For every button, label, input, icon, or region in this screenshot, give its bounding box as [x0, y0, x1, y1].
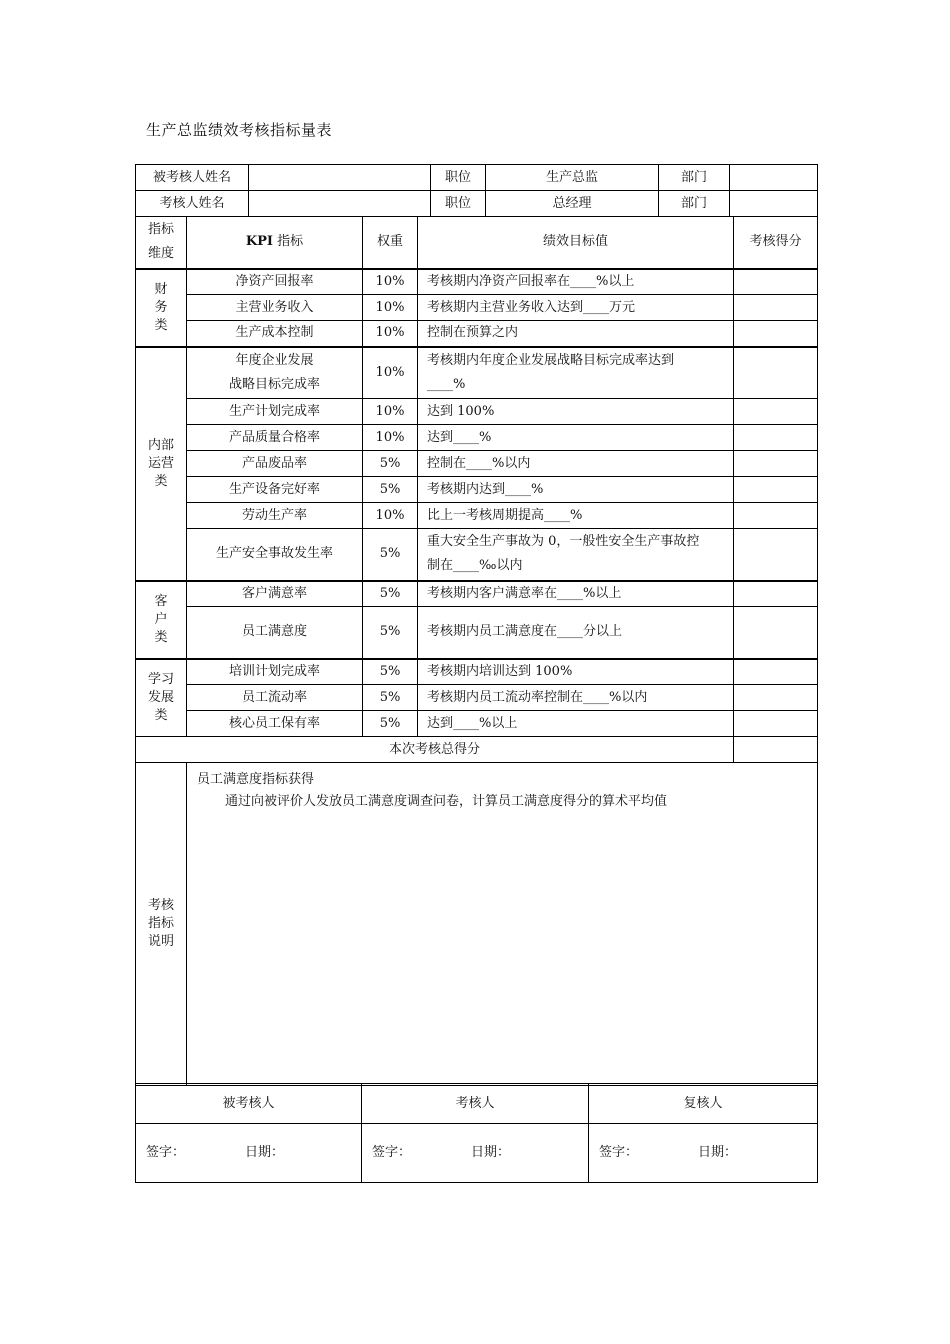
kpi-target: 考核期内培训达到 100% — [418, 659, 734, 685]
kpi-weight: 10% — [363, 347, 418, 399]
kpi-weight: 5% — [363, 581, 418, 607]
sign-label: 签字： — [372, 1145, 412, 1160]
notes-label: 考核 指标 说明 — [136, 763, 187, 1086]
kpi-score-cell[interactable] — [734, 477, 818, 503]
kpi-name: 产品质量合格率 — [187, 425, 363, 451]
sign-label: 签字： — [146, 1145, 186, 1160]
kpi-weight: 10% — [363, 295, 418, 321]
total-score-value[interactable] — [734, 737, 818, 763]
kpi-name: 员工流动率 — [187, 685, 363, 711]
kpi-row — [136, 685, 818, 711]
kpi-weight: 5% — [363, 659, 418, 685]
kpi-target: 考核期内员工流动率控制在____%以内 — [418, 685, 734, 711]
kpi-group-label: 学习 发展 类 — [136, 659, 187, 737]
header-kpi — [187, 217, 363, 269]
kpi-row — [136, 347, 818, 399]
info-name-value[interactable] — [249, 165, 431, 191]
kpi-weight: 5% — [363, 477, 418, 503]
info-dept-value[interactable] — [730, 165, 818, 191]
notes-row — [136, 763, 818, 1086]
kpi-row — [136, 607, 818, 659]
header-kpi-suffix: 指标 — [273, 234, 304, 250]
info-position-label: 职位 — [431, 191, 486, 217]
info-dept-label: 部门 — [659, 165, 730, 191]
header-dimension: 指标 维度 — [136, 217, 187, 269]
kpi-target: 考核期内客户满意率在____%以上 — [418, 581, 734, 607]
kpi-weight: 5% — [363, 711, 418, 737]
kpi-table — [135, 216, 818, 1086]
info-row — [136, 191, 818, 217]
kpi-score-cell[interactable] — [734, 399, 818, 425]
sign-cell-reviewer — [589, 1124, 818, 1183]
kpi-row — [136, 451, 818, 477]
notes-heading: 员工满意度指标获得 — [197, 772, 315, 787]
kpi-score-cell[interactable] — [734, 347, 818, 399]
role-reviewer: 复核人 — [589, 1084, 818, 1124]
kpi-name: 生产安全事故发生率 — [187, 529, 363, 581]
kpi-name: 客户满意率 — [187, 581, 363, 607]
role-appraiser: 考核人 — [362, 1084, 589, 1124]
kpi-header-row — [136, 217, 818, 269]
signature-sign-row — [136, 1124, 818, 1183]
header-target: 绩效目标值 — [418, 217, 734, 269]
kpi-name: 主营业务收入 — [187, 295, 363, 321]
header-weight: 权重 — [363, 217, 418, 269]
kpi-score-cell[interactable] — [734, 269, 818, 295]
kpi-name: 生产计划完成率 — [187, 399, 363, 425]
info-dept-value[interactable] — [730, 191, 818, 217]
kpi-row — [136, 425, 818, 451]
signature-table — [135, 1083, 818, 1183]
kpi-score-cell[interactable] — [734, 503, 818, 529]
kpi-name: 年度企业发展 战略目标完成率 — [187, 347, 363, 399]
kpi-score-cell[interactable] — [734, 295, 818, 321]
header-score: 考核得分 — [734, 217, 818, 269]
kpi-target: 比上一考核周期提高____% — [418, 503, 734, 529]
kpi-name: 生产成本控制 — [187, 321, 363, 347]
kpi-name: 劳动生产率 — [187, 503, 363, 529]
kpi-weight: 10% — [363, 399, 418, 425]
info-table — [135, 164, 818, 217]
kpi-target: 考核期内净资产回报率在____%以上 — [418, 269, 734, 295]
kpi-name: 生产设备完好率 — [187, 477, 363, 503]
kpi-row — [136, 295, 818, 321]
kpi-score-cell[interactable] — [734, 607, 818, 659]
notes-content — [187, 763, 818, 1086]
kpi-target: 考核期内年度企业发展战略目标完成率达到 ____% — [418, 347, 734, 399]
kpi-target: 控制在____%以内 — [418, 451, 734, 477]
kpi-target: 重大安全生产事故为 0，一般性安全生产事故控 制在____‰以内 — [418, 529, 734, 581]
date-label: 日期： — [471, 1145, 511, 1160]
kpi-score-cell[interactable] — [734, 425, 818, 451]
kpi-row — [136, 503, 818, 529]
kpi-weight: 10% — [363, 425, 418, 451]
date-label: 日期： — [245, 1145, 285, 1160]
sign-label: 签字： — [599, 1145, 639, 1160]
kpi-name: 产品废品率 — [187, 451, 363, 477]
kpi-target: 考核期内主营业务收入达到____万元 — [418, 295, 734, 321]
kpi-score-cell[interactable] — [734, 529, 818, 581]
kpi-weight: 5% — [363, 529, 418, 581]
kpi-score-cell[interactable] — [734, 581, 818, 607]
kpi-group-label: 内部 运营 类 — [136, 347, 187, 581]
kpi-score-cell[interactable] — [734, 711, 818, 737]
kpi-name: 核心员工保有率 — [187, 711, 363, 737]
signature-role-row — [136, 1084, 818, 1124]
sign-cell-appraiser — [362, 1124, 589, 1183]
kpi-target: 达到____% — [418, 425, 734, 451]
kpi-score-cell[interactable] — [734, 451, 818, 477]
kpi-target: 控制在预算之内 — [418, 321, 734, 347]
kpi-row — [136, 581, 818, 607]
kpi-target: 达到____%以上 — [418, 711, 734, 737]
kpi-weight: 5% — [363, 607, 418, 659]
kpi-row — [136, 321, 818, 347]
total-score-label: 本次考核总得分 — [136, 737, 734, 763]
kpi-weight: 5% — [363, 451, 418, 477]
kpi-row — [136, 529, 818, 581]
kpi-row — [136, 711, 818, 737]
kpi-name: 净资产回报率 — [187, 269, 363, 295]
kpi-group-label: 客 户 类 — [136, 581, 187, 659]
kpi-score-cell[interactable] — [734, 321, 818, 347]
info-label: 被考核人姓名 — [136, 165, 249, 191]
header-kpi-prefix: KPI — [245, 234, 273, 250]
kpi-row — [136, 659, 818, 685]
info-position-value: 生产总监 — [486, 165, 659, 191]
info-name-value[interactable] — [249, 191, 431, 217]
kpi-row — [136, 399, 818, 425]
kpi-target: 考核期内员工满意度在____分以上 — [418, 607, 734, 659]
date-label: 日期： — [698, 1145, 738, 1160]
role-appraisee: 被考核人 — [136, 1084, 362, 1124]
kpi-row — [136, 477, 818, 503]
kpi-name: 员工满意度 — [187, 607, 363, 659]
info-label: 考核人姓名 — [136, 191, 249, 217]
kpi-group-label: 财 务 类 — [136, 269, 187, 347]
kpi-weight: 10% — [363, 321, 418, 347]
info-position-label: 职位 — [431, 165, 486, 191]
sign-cell-appraisee — [136, 1124, 362, 1183]
kpi-weight: 10% — [363, 269, 418, 295]
total-row — [136, 737, 818, 763]
kpi-name: 培训计划完成率 — [187, 659, 363, 685]
kpi-score-cell[interactable] — [734, 659, 818, 685]
notes-body: 通过向被评价人发放员工满意度调查问卷，计算员工满意度得分的算术平均值 — [225, 794, 668, 809]
kpi-weight: 10% — [363, 503, 418, 529]
kpi-target: 考核期内达到____% — [418, 477, 734, 503]
info-position-value: 总经理 — [486, 191, 659, 217]
info-row — [136, 165, 818, 191]
kpi-weight: 5% — [363, 685, 418, 711]
info-dept-label: 部门 — [659, 191, 730, 217]
kpi-target: 达到 100% — [418, 399, 734, 425]
kpi-row — [136, 269, 818, 295]
page-title: 生产总监绩效考核指标量表 — [146, 121, 333, 139]
kpi-score-cell[interactable] — [734, 685, 818, 711]
